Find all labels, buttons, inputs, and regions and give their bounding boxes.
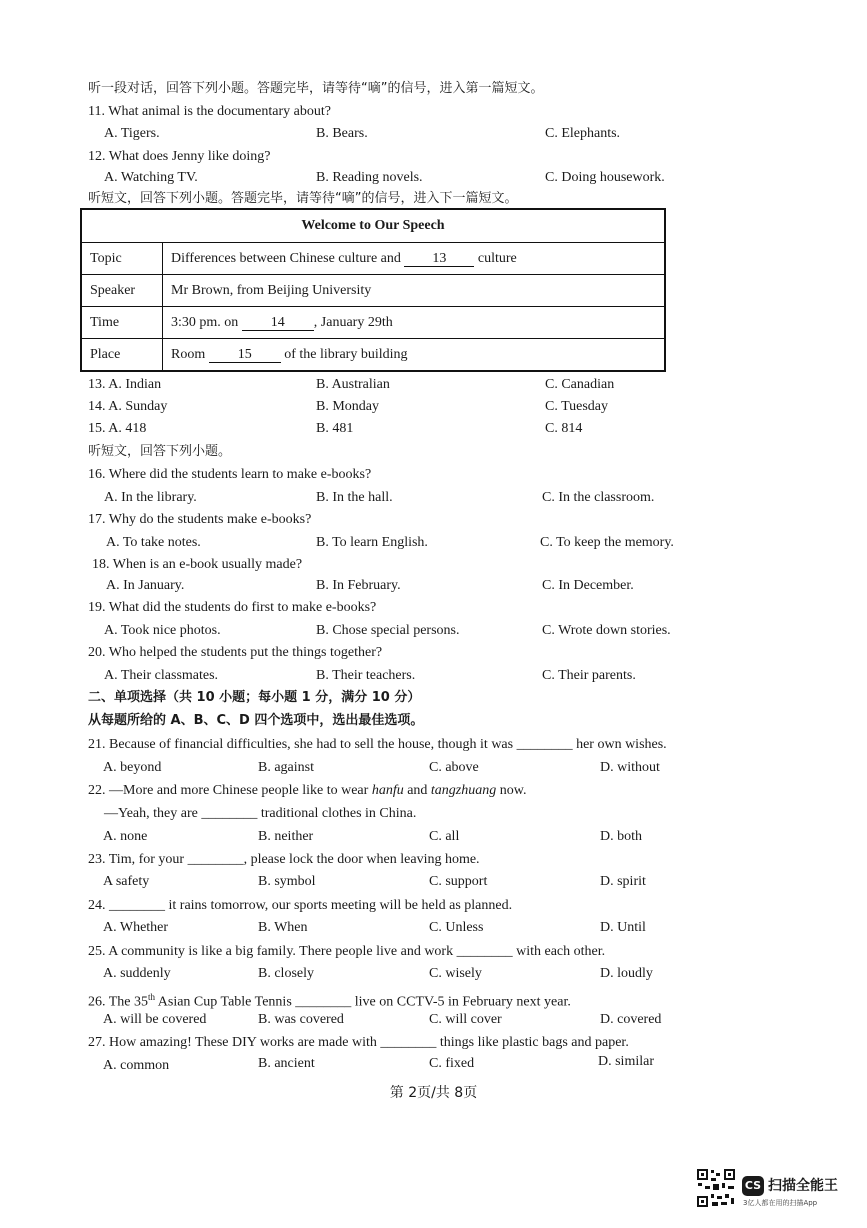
listening-instruction-2: 听短文，回答下列小题。答题完毕，请等待“嘀”的信号，进入下一篇短文。 [88, 191, 518, 206]
q11-option-b: B. Bears. [316, 126, 368, 141]
listening-instruction-1: 听一段对话，回答下列小题。答题完毕，请等待“嘀”的信号，进入第一篇短文。 [88, 81, 544, 96]
q21-option-a: A. beyond [103, 760, 162, 775]
q25-option-b: B. closely [258, 966, 314, 981]
q14-option-b: B. Monday [316, 399, 379, 414]
blank-15: 15 [209, 348, 281, 363]
question-24: 24. ________ it rains tomorrow, our sports meeting will be held as planned. [88, 898, 513, 913]
q23-option-a: A safety [103, 874, 150, 889]
q18-option-a: A. In January. [106, 578, 185, 593]
q21-option-d: D. without [600, 760, 660, 775]
q12-option-c: C. Doing housework. [545, 170, 665, 185]
blank-14: 14 [242, 316, 314, 331]
q21-option-b: B. against [258, 760, 314, 775]
q26-option-c: C. will cover [429, 1012, 502, 1027]
q20-option-b: B. Their teachers. [316, 668, 416, 683]
row-value: Mr Brown, from Beijing University [163, 275, 666, 307]
section-2-title: 二、单项选择（共 10 小题；每小题 1 分，满分 10 分） [88, 690, 421, 705]
qr-code-icon [696, 1168, 736, 1208]
question-22: 22. —More and more Chinese people like to wear hanfu and tangzhuang now. [88, 783, 527, 798]
q23-option-b: B. symbol [258, 874, 316, 889]
camscanner-logo-icon: CS [742, 1176, 764, 1196]
question-22-reply: —Yeah, they are ________ traditional clothes in China. [104, 806, 417, 821]
question-23: 23. Tim, for your ________, please lock the door when leaving home. [88, 852, 480, 867]
q24-option-c: C. Unless [429, 920, 484, 935]
q26-option-b: B. was covered [258, 1012, 344, 1027]
row-value: 3:30 pm. on 14 , January 29th [163, 307, 666, 339]
q26-option-d: D. covered [600, 1012, 662, 1027]
question-26: 26. The 35th Asian Cup Table Tennis ________ live on CCTV-5 in February next year. [88, 992, 571, 1010]
q19-option-a: A. Took nice photos. [104, 623, 221, 638]
q25-option-a: A. suddenly [103, 966, 171, 981]
q17-option-b: B. To learn English. [316, 535, 428, 550]
page-number: 第 2页/共 8页 [389, 1085, 478, 1101]
q24-option-b: B. When [258, 920, 308, 935]
row-label: Speaker [81, 275, 163, 307]
q15-option-a: 15. A. 418 [88, 421, 147, 436]
row-value: Differences between Chinese culture and 13 culture [163, 243, 666, 275]
q14-option-a: 14. A. Sunday [88, 399, 168, 414]
q24-option-a: A. Whether [103, 920, 169, 935]
q15-option-b: B. 481 [316, 421, 354, 436]
q21-option-c: C. above [429, 760, 479, 775]
q13-option-b: B. Australian [316, 377, 390, 392]
q22-option-b: B. neither [258, 829, 314, 844]
q25-option-c: C. wisely [429, 966, 482, 981]
section-2-instructions: 从每题所给的 A、B、C、D 四个选项中，选出最佳选项。 [88, 713, 424, 728]
table-row-time [81, 307, 665, 339]
speech-table-title: Welcome to Our Speech [81, 209, 665, 243]
scanner-brand-name: 扫描全能王 [768, 1178, 838, 1194]
q16-option-a: A. In the library. [104, 490, 197, 505]
row-label: Topic [81, 243, 163, 275]
question-16: 16. Where did the students learn to make e-books? [88, 467, 372, 482]
q23-option-c: C. support [429, 874, 488, 889]
q24-option-d: D. Until [600, 920, 646, 935]
table-row-place [81, 339, 665, 372]
listening-instruction-3: 听短文，回答下列小题。 [88, 444, 232, 459]
speech-table [80, 208, 666, 372]
q11-option-c: C. Elephants. [545, 126, 621, 141]
table-row-speaker [81, 275, 665, 307]
q27-option-c: C. fixed [429, 1056, 475, 1071]
q27-option-d: D. similar [598, 1054, 654, 1069]
question-21: 21. Because of financial difficulties, she had to sell the house, though it was ________ her own wishes. [88, 737, 667, 752]
q26-option-a: A. will be covered [103, 1012, 207, 1027]
blank-13: 13 [404, 252, 474, 267]
row-label: Time [81, 307, 163, 339]
q19-option-c: C. Wrote down stories. [542, 623, 671, 638]
q15-option-c: C. 814 [545, 421, 583, 436]
q20-option-a: A. Their classmates. [104, 668, 219, 683]
q17-option-a: A. To take notes. [106, 535, 201, 550]
q16-option-b: B. In the hall. [316, 490, 393, 505]
question-19: 19. What did the students do first to make e-books? [88, 600, 377, 615]
q12-option-a: A. Watching TV. [104, 170, 198, 185]
q22-option-d: D. both [600, 829, 642, 844]
q16-option-c: C. In the classroom. [542, 490, 655, 505]
row-label: Place [81, 339, 163, 372]
question-18: 18. When is an e-book usually made? [92, 557, 303, 572]
q12-option-b: B. Reading novels. [316, 170, 423, 185]
q11-option-a: A. Tigers. [104, 126, 160, 141]
q25-option-d: D. loudly [600, 966, 653, 981]
question-27: 27. How amazing! These DIY works are made with ________ things like plastic bags and paper. [88, 1035, 629, 1050]
q14-option-c: C. Tuesday [545, 399, 609, 414]
question-12: 12. What does Jenny like doing? [88, 149, 271, 164]
q22-option-a: A. none [103, 829, 148, 844]
row-value: Room 15 of the library building [163, 339, 666, 372]
q18-option-c: C. In December. [542, 578, 634, 593]
q13-option-a: 13. A. Indian [88, 377, 162, 392]
q23-option-d: D. spirit [600, 874, 646, 889]
q27-option-a: A. common [103, 1058, 170, 1073]
question-20: 20. Who helped the students put the things together? [88, 645, 383, 660]
question-17: 17. Why do the students make e-books? [88, 512, 312, 527]
q22-option-c: C. all [429, 829, 460, 844]
q18-option-b: B. In February. [316, 578, 401, 593]
q17-option-c: C. To keep the memory. [540, 535, 674, 550]
scanner-tagline: 3亿人都在用的扫描App [743, 1199, 818, 1207]
q27-option-b: B. ancient [258, 1056, 315, 1071]
q20-option-c: C. Their parents. [542, 668, 636, 683]
table-row-topic [81, 243, 665, 275]
q19-option-b: B. Chose special persons. [316, 623, 460, 638]
question-11: 11. What animal is the documentary about? [88, 104, 331, 119]
q13-option-c: C. Canadian [545, 377, 615, 392]
question-25: 25. A community is like a big family. There people live and work ________ with each other. [88, 944, 606, 959]
